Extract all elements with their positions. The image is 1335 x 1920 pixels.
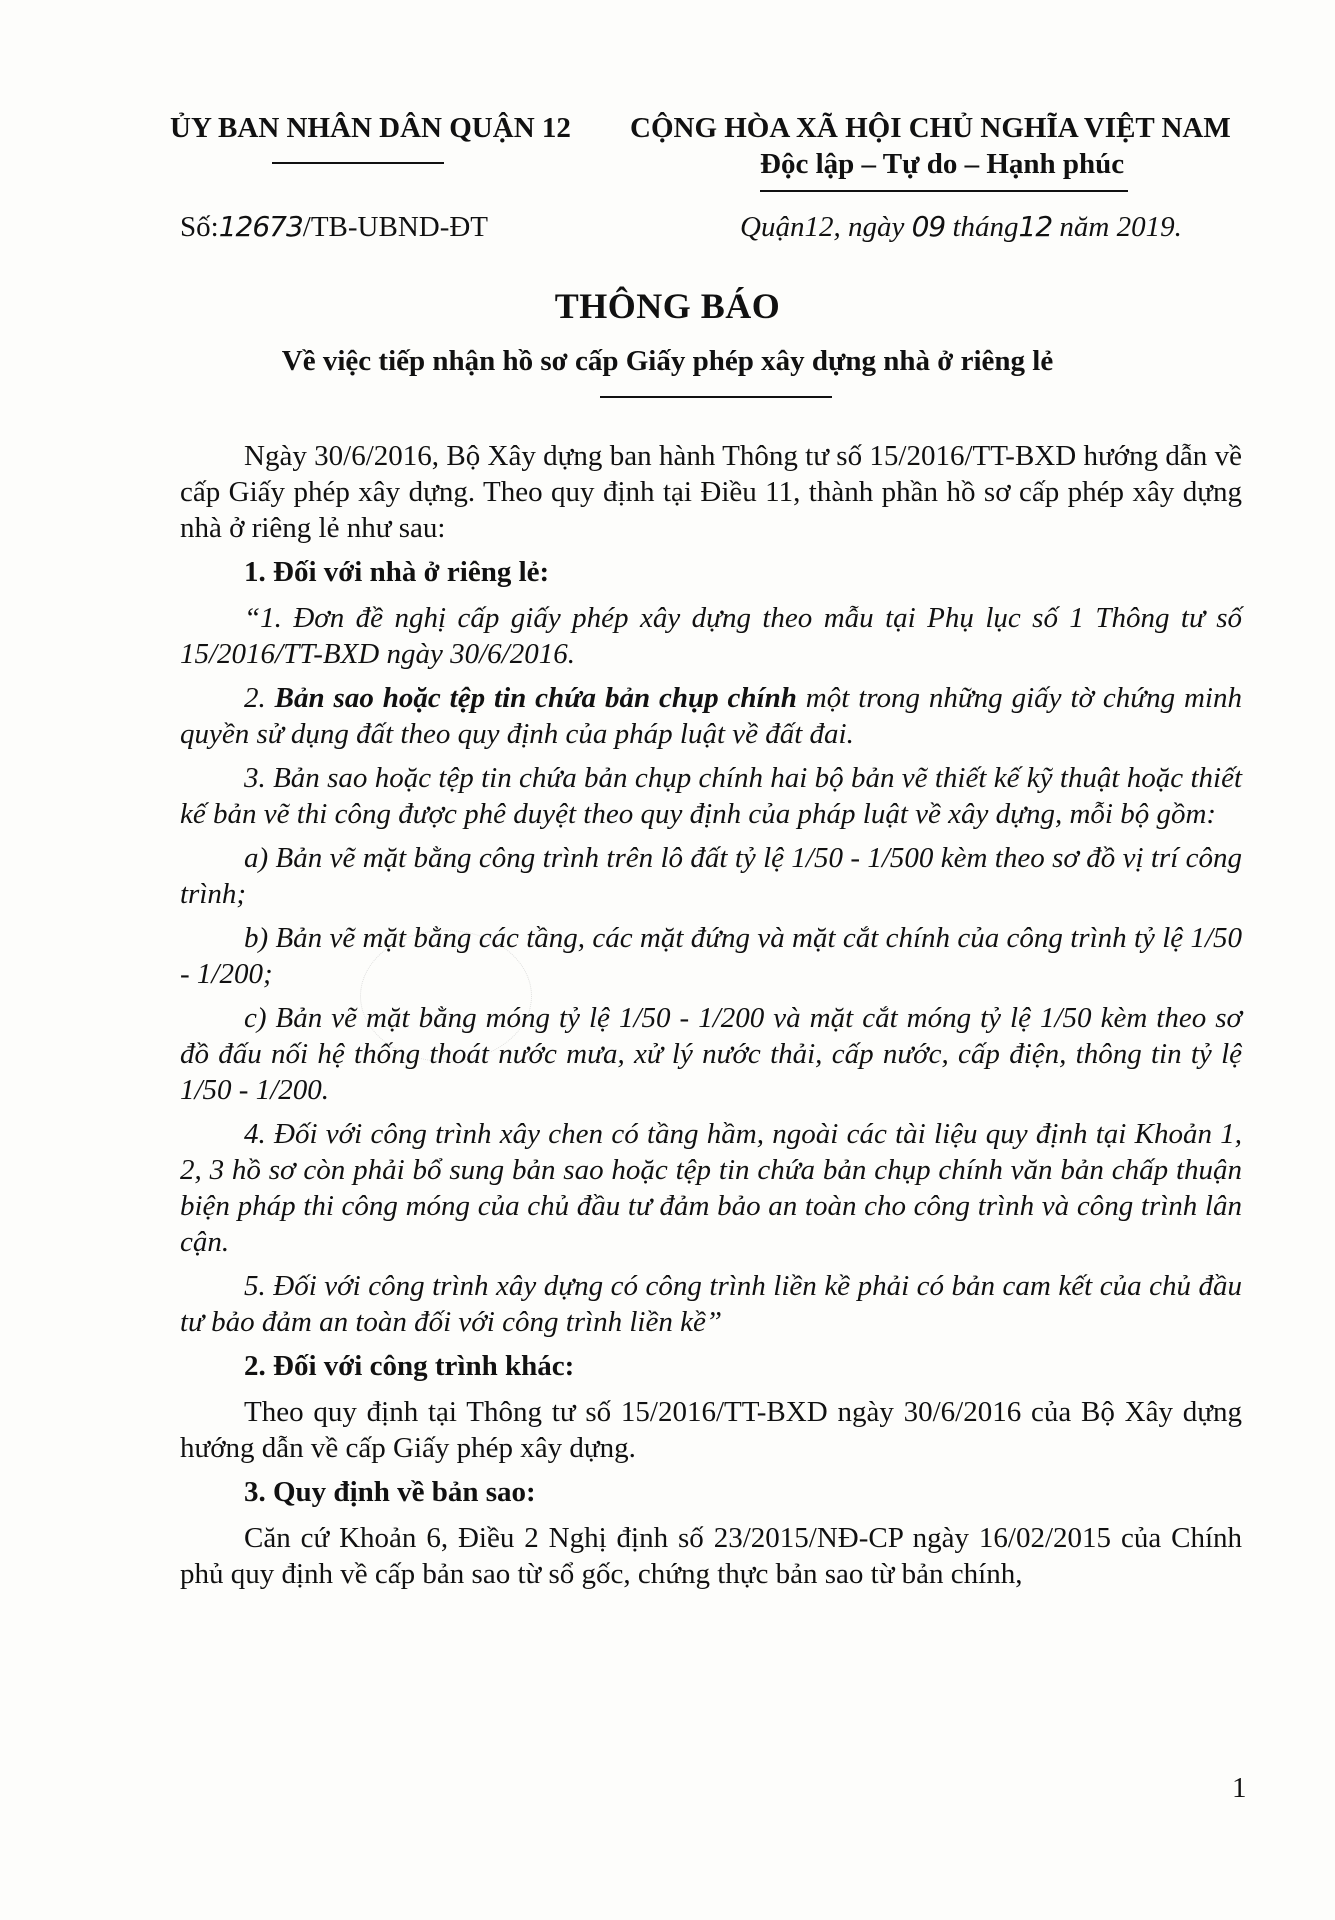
item-2-text: một trong những giấy tờ chứng minh quyền sử dụng đất theo quy định của pháp luật về đất đai. — [180, 682, 1242, 750]
document-subtitle: Về việc tiếp nhận hồ sơ cấp Giấy phép xây dựng nhà ở riêng lẻ — [281, 345, 1054, 377]
date-year: năm 2019. — [1052, 211, 1182, 243]
item-3a: a) Bản vẽ mặt bằng công trình trên lô đất tỷ lệ 1/50 - 1/500 kèm theo sơ đồ vị trí công trình; — [180, 842, 1242, 910]
document-number-handwritten: 12673 — [218, 210, 303, 243]
document-body — [180, 438, 1242, 1600]
item-1: “1. Đơn đề nghị cấp giấy phép xây dựng theo mẫu tại Phụ lục số 1 Thông tư số 15/2016/TT-BXD ngày 30/6/2016. — [180, 602, 1242, 670]
intro-paragraph: Ngày 30/6/2016, Bộ Xây dựng ban hành Thông tư số 15/2016/TT-BXD hướng dẫn về cấp Giấy phép xây dựng. Theo quy định tại Điều 11, thành phần hồ sơ cấp phép xây dựng nhà ở riêng lẻ như sau: — [180, 440, 1242, 544]
item-2-number: 2. — [244, 682, 275, 714]
document-number-suffix: /TB-UBND-ĐT — [302, 211, 489, 243]
item-3b: b) Bản vẽ mặt bằng các tầng, các mặt đứng và mặt cắt chính của công trình tỷ lệ 1/50 - 1/200; — [180, 922, 1242, 990]
item-2-emphasis: Bản sao hoặc tệp tin chứa bản chụp chính — [274, 682, 797, 714]
document-number-prefix: Số: — [180, 211, 219, 243]
item-3c: c) Bản vẽ mặt bằng móng tỷ lệ 1/50 - 1/200 và mặt cắt móng tỷ lệ 1/50 kèm theo sơ đồ đấu nối hệ thống thoát nước mưa, xử lý nước thải, cấp nước, cấp điện, thông tin tỷ lệ 1/50 - 1/200. — [180, 1002, 1242, 1106]
document-title: THÔNG BÁO — [554, 286, 781, 326]
date-day-handwritten: 09 — [911, 210, 946, 243]
issuing-agency: ỦY BAN NHÂN DÂN QUẬN 12 — [170, 112, 571, 144]
date-month-label: tháng — [945, 211, 1019, 243]
agency-underline — [272, 162, 444, 164]
item-4: 4. Đối với công trình xây chen có tầng hầm, ngoài các tài liệu quy định tại Khoản 1, 2, 3 hồ sơ còn phải bổ sung bản sao hoặc tệp tin chứa bản chụp chính văn bản chấp thuận biện pháp thi công móng của chủ đầu tư đảm bảo an toàn cho công trình và công trình lân cận. — [180, 1118, 1242, 1258]
national-motto: Độc lập – Tự do – Hạnh phúc — [760, 148, 1125, 180]
title-underline — [600, 396, 832, 398]
country-name: CỘNG HÒA XÃ HỘI CHỦ NGHĨA VIỆT NAM — [630, 112, 1231, 144]
section-3-heading: 3. Quy định về bản sao: — [244, 1476, 536, 1508]
item-2 — [180, 680, 1242, 752]
page-number: 1 — [1232, 1772, 1247, 1804]
document-number — [180, 210, 488, 244]
motto-underline — [760, 190, 1128, 192]
issue-date — [740, 210, 1182, 244]
section-2-heading: 2. Đối với công trình khác: — [244, 1350, 575, 1382]
date-location: Quận12, ngày — [740, 211, 912, 243]
section-1-heading: 1. Đối với nhà ở riêng lẻ: — [244, 556, 550, 588]
section-3-text: Căn cứ Khoản 6, Điều 2 Nghị định số 23/2015/NĐ-CP ngày 16/02/2015 của Chính phủ quy định về cấp bản sao từ sổ gốc, chứng thực bản sao từ bản chính, — [180, 1522, 1242, 1590]
section-2-text: Theo quy định tại Thông tư số 15/2016/TT-BXD ngày 30/6/2016 của Bộ Xây dựng hướng dẫn về cấp Giấy phép xây dựng. — [180, 1396, 1242, 1464]
item-3: 3. Bản sao hoặc tệp tin chứa bản chụp chính hai bộ bản vẽ thiết kế kỹ thuật hoặc thiết kế bản vẽ thi công được phê duyệt theo quy định của pháp luật về xây dựng, mỗi bộ gồm: — [180, 762, 1242, 830]
item-5: 5. Đối với công trình xây dựng có công trình liền kề phải có bản cam kết của chủ đầu tư bảo đảm an toàn đối với công trình liền kề” — [180, 1270, 1242, 1338]
date-month-handwritten: 12 — [1018, 210, 1053, 243]
